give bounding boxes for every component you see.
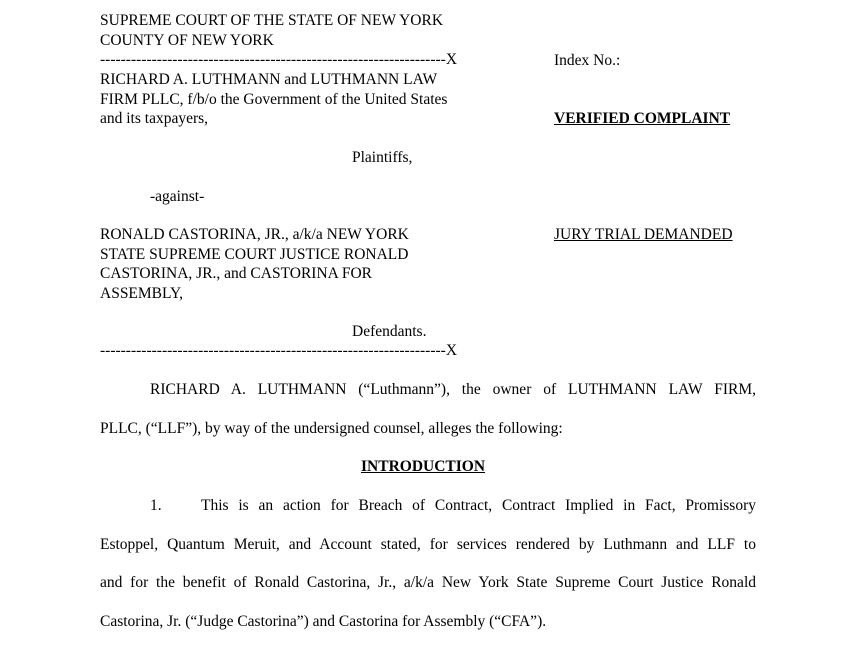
paragraph-line: This is an action for Breach of Contract, Contract Implied in Fact, Promissory: [201, 497, 756, 514]
document-title: VERIFIED COMPLAINT: [554, 110, 731, 127]
index-number-label: Index No.:: [554, 52, 621, 69]
defendant-line: ASSEMBLY,: [100, 284, 184, 302]
plaintiff-line: FIRM PLLC, f/b/o the Government of the United States: [100, 90, 448, 108]
defendant-line: STATE SUPREME COURT JUSTICE RONALD: [100, 245, 409, 263]
paragraph-line: Estoppel, Quantum Meruit, and Account stated, for services rendered by Luthmann and LLF to: [100, 536, 756, 553]
jury-trial-demand: JURY TRIAL DEMANDED: [554, 226, 733, 243]
defendant-block: [100, 225, 500, 303]
paragraph-number: 1.: [150, 497, 162, 514]
defendants-label: Defendants.: [352, 323, 427, 340]
caption-separator-top: -------------------------------------------------------------------X: [100, 51, 458, 68]
opening-line: RICHARD A. LUTHMANN (“Luthmann”), the owner of LUTHMANN LAW FIRM,: [150, 381, 756, 398]
opening-line: PLLC, (“LLF”), by way of the undersigned counsel, alleges the following:: [100, 420, 563, 437]
plaintiff-line: and its taxpayers,: [100, 110, 209, 127]
defendant-line: CASTORINA, JR., and CASTORINA FOR: [100, 265, 373, 282]
section-heading: INTRODUCTION: [361, 458, 486, 475]
paragraph-line: and for the benefit of Ronald Castorina, Jr., a/k/a New York State Supreme Court Justice Ronald: [100, 574, 756, 591]
court-name-line2: COUNTY OF NEW YORK: [100, 32, 274, 49]
plaintiffs-label: Plaintiffs,: [352, 149, 413, 166]
defendant-line: RONALD CASTORINA, JR., a/k/a NEW YORK: [100, 226, 409, 243]
paragraph-line: Castorina, Jr. (“Judge Castorina”) and Castorina for Assembly (“CFA”).: [100, 613, 547, 630]
caption-separator-bottom: -------------------------------------------------------------------X: [100, 342, 458, 359]
plaintiff-line: RICHARD A. LUTHMANN and LUTHMANN LAW: [100, 71, 438, 88]
court-name-line1: SUPREME COURT OF THE STATE OF NEW YORK: [100, 12, 444, 29]
plaintiff-block: [100, 70, 500, 129]
against-label: -against-: [150, 188, 205, 205]
